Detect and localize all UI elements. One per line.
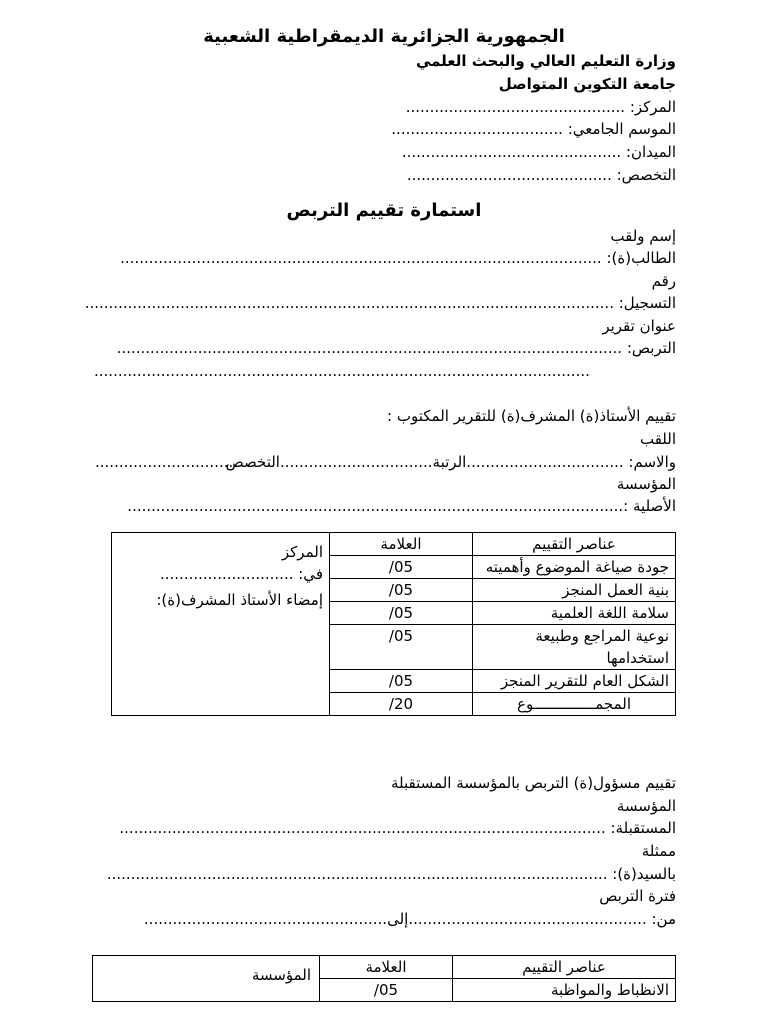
season-field: الموسم الجامعي: .................................... [391,120,676,138]
supervisor-line3: المؤسسة [616,475,676,493]
host-line3: ممثلة [641,842,676,860]
supervisor-heading: تقييم الأستاذ(ة) المشرف(ة) للتقرير المكتوب : [387,407,676,425]
report-title-field: التربص: .......................................................................................................... [116,339,676,357]
center-field: المركز: .............................................. [405,98,676,116]
criteria-cell: الانظباط والمواظبة [453,979,676,1002]
student-name-field: الطالب(ة): ..................................................................................................... [120,249,676,267]
table-header-row [93,956,676,979]
internship-period-field: من: ..................................................إلى................................................... [143,910,676,928]
host-line1: المؤسسة [616,797,676,815]
host-evaluation-table [92,955,676,1002]
student-name-label: إسم ولقب [610,227,676,245]
criteria-cell: نوعية المراجع وطبيعة استخدامها [473,625,676,670]
ministry-line: وزارة التعليم العالي والبحث العلمي [415,52,676,70]
total-mark: 20/ [330,693,473,716]
supervisor-specialty-dots: .............................. [95,453,239,471]
form-title: استمارة تقييم التربص [286,200,482,221]
mark-cell: 05/ [320,979,453,1002]
specialty-field: التخصص: ........................................... [406,166,676,184]
criteria-cell: بنية العمل المنجز [473,579,676,602]
supervisor-name-rank: والاسم: .................................الرتبة................................التخصص [225,453,676,471]
registration-label: رقم [651,272,676,290]
signature-center-label: المركز [281,543,323,561]
mark-cell: 05/ [330,579,473,602]
host-institution-field: المستقبلة: ...................................................................................................... [119,819,676,837]
mark-cell: 05/ [330,670,473,693]
host-line5: فترة التربص [599,887,676,905]
host-representative-field: بالسيد(ة): ......................................................................................................... [106,865,676,883]
col-criteria-header: عناصر التقييم [473,533,676,556]
republic-title: الجمهورية الجزائرية الديمقراطية الشعبية [203,26,565,47]
supervisor-line1: اللقب [639,430,676,448]
university-line: جامعة التكوين المتواصل [498,75,676,93]
signature-cell [112,533,330,716]
col-mark-header: العلامة [330,533,473,556]
mark-cell: 05/ [330,556,473,579]
criteria-cell: سلامة اللغة العلمية [473,602,676,625]
field-field: الميدان: .............................................. [401,143,676,161]
host-heading: تقييم مسؤول(ة) التربص بالمؤسسة المستقبلة [391,774,676,792]
col-criteria-header: عناصر التقييم [453,956,676,979]
supervisor-evaluation-table [111,532,676,716]
total-label: المجمــــــــــــــوع [473,693,676,716]
mark-cell: 05/ [330,625,473,670]
col-mark-header: العلامة [320,956,453,979]
host-side-cell: المؤسسة [93,956,320,1002]
signature-date-field: في: ............................ [159,565,323,583]
report-title-line2: ........................................................................................................ [94,362,590,380]
criteria-cell: جودة صياغة الموضوع وأهميته [473,556,676,579]
supervisor-institution: الأصلية :........................................................................................................ [127,497,676,515]
table-header-row [112,533,676,556]
mark-cell: 05/ [330,602,473,625]
report-title-label: عنوان تقرير [602,317,676,335]
registration-field: التسجيل: ............................................................................................................... [84,294,676,312]
criteria-cell: الشكل العام للتقرير المنجز [473,670,676,693]
signature-label: إمضاء الأستاذ المشرف(ة): [156,591,323,609]
